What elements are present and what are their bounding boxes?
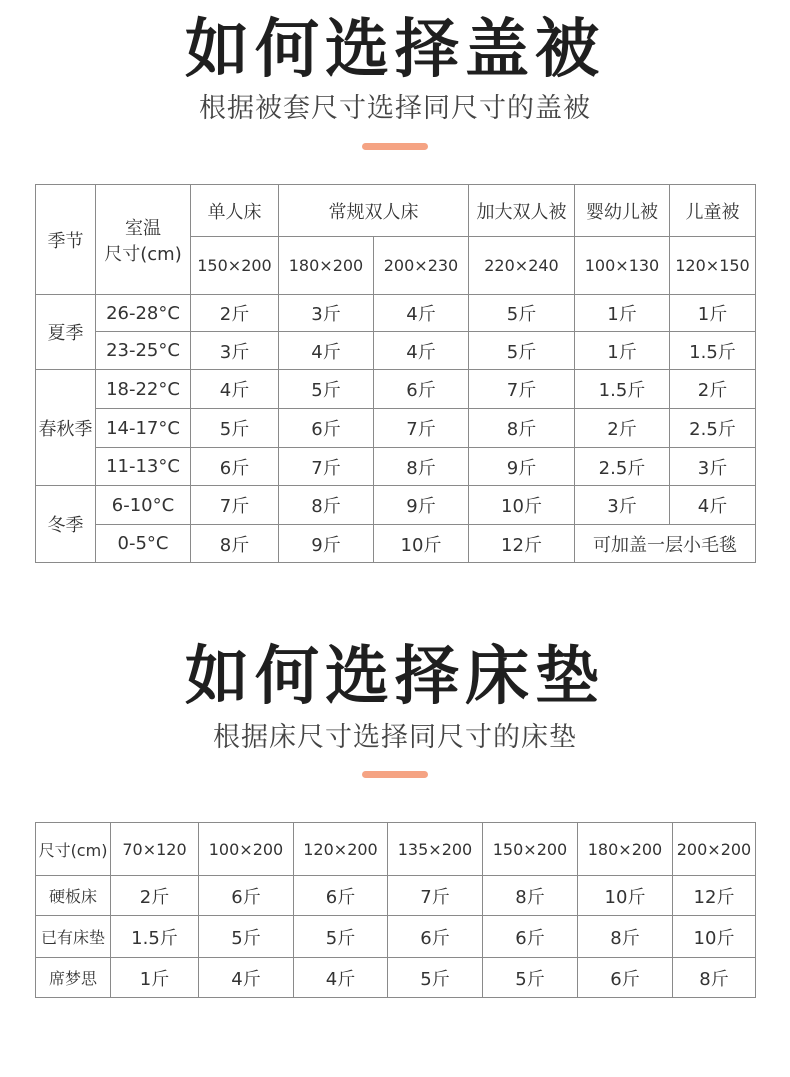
table-row bbox=[36, 958, 756, 998]
weight-cell: 1.5斤 bbox=[111, 916, 199, 958]
weight-cell: 10斤 bbox=[374, 525, 469, 563]
weight-cell: 4斤 bbox=[670, 486, 756, 525]
weight-cell: 8斤 bbox=[279, 486, 374, 525]
weight-cell: 7斤 bbox=[374, 409, 469, 448]
weight-cell: 3斤 bbox=[191, 332, 279, 370]
weight-cell: 7斤 bbox=[191, 486, 279, 525]
size-header: 70×120 bbox=[111, 823, 199, 876]
group-header: 儿童被 bbox=[670, 185, 756, 237]
weight-cell: 3斤 bbox=[670, 448, 756, 486]
quilt-header-row bbox=[36, 185, 756, 237]
weight-cell: 1斤 bbox=[575, 295, 670, 332]
size-header: 150×200 bbox=[483, 823, 578, 876]
mattress-header-row bbox=[36, 823, 756, 876]
weight-cell: 2斤 bbox=[191, 295, 279, 332]
weight-cell: 2斤 bbox=[575, 409, 670, 448]
temp-cell: 6-10°C bbox=[96, 486, 191, 525]
weight-cell: 7斤 bbox=[469, 370, 575, 409]
size-header: 220×240 bbox=[469, 237, 575, 295]
weight-cell: 1斤 bbox=[111, 958, 199, 998]
weight-cell: 3斤 bbox=[279, 295, 374, 332]
weight-cell: 2.5斤 bbox=[670, 409, 756, 448]
blanket-note-cell: 可加盖一层小毛毯 bbox=[575, 525, 756, 563]
weight-cell: 6斤 bbox=[578, 958, 673, 998]
size-header: 100×200 bbox=[199, 823, 294, 876]
weight-cell: 4斤 bbox=[279, 332, 374, 370]
size-header: 135×200 bbox=[388, 823, 483, 876]
weight-cell: 3斤 bbox=[575, 486, 670, 525]
temp-cell: 14-17°C bbox=[96, 409, 191, 448]
temp-cell: 23-25°C bbox=[96, 332, 191, 370]
weight-cell: 8斤 bbox=[578, 916, 673, 958]
size-header: 200×200 bbox=[673, 823, 756, 876]
quilt-section-title: 如何选择盖被 bbox=[185, 12, 605, 87]
weight-cell: 5斤 bbox=[199, 916, 294, 958]
size-cm-header: 尺寸(cm) bbox=[36, 823, 111, 876]
mattress-section-title: 如何选择床垫 bbox=[185, 639, 605, 714]
temp-cell: 11-13°C bbox=[96, 448, 191, 486]
weight-cell: 4斤 bbox=[374, 332, 469, 370]
weight-cell: 2.5斤 bbox=[575, 448, 670, 486]
table-row bbox=[36, 409, 756, 448]
weight-cell: 1.5斤 bbox=[575, 370, 670, 409]
weight-cell: 5斤 bbox=[191, 409, 279, 448]
season-cell-winter: 冬季 bbox=[36, 486, 96, 563]
weight-cell: 8斤 bbox=[483, 876, 578, 916]
weight-cell: 6斤 bbox=[483, 916, 578, 958]
mattress-accent-divider bbox=[362, 771, 428, 778]
size-header: 120×150 bbox=[670, 237, 756, 295]
mattress-weight-table bbox=[35, 822, 756, 998]
weight-cell: 8斤 bbox=[374, 448, 469, 486]
bed-type-cell: 已有床垫 bbox=[36, 916, 111, 958]
temp-cell: 18-22°C bbox=[96, 370, 191, 409]
weight-cell: 8斤 bbox=[469, 409, 575, 448]
weight-cell: 6斤 bbox=[199, 876, 294, 916]
weight-cell: 4斤 bbox=[191, 370, 279, 409]
weight-cell: 12斤 bbox=[469, 525, 575, 563]
weight-cell: 4斤 bbox=[374, 295, 469, 332]
weight-cell: 9斤 bbox=[279, 525, 374, 563]
weight-cell: 7斤 bbox=[279, 448, 374, 486]
table-row bbox=[36, 525, 756, 563]
weight-cell: 12斤 bbox=[673, 876, 756, 916]
table-row bbox=[36, 916, 756, 958]
season-cell-summer: 夏季 bbox=[36, 295, 96, 370]
mattress-section-subtitle: 根据床尺寸选择同尺寸的床垫 bbox=[213, 722, 577, 753]
table-row bbox=[36, 332, 756, 370]
size-header: 150×200 bbox=[191, 237, 279, 295]
weight-cell: 10斤 bbox=[673, 916, 756, 958]
size-header: 180×200 bbox=[578, 823, 673, 876]
weight-cell: 5斤 bbox=[469, 332, 575, 370]
weight-cell: 6斤 bbox=[374, 370, 469, 409]
weight-cell: 6斤 bbox=[294, 876, 388, 916]
weight-cell: 1斤 bbox=[575, 332, 670, 370]
group-header: 常规双人床 bbox=[279, 185, 469, 237]
quilt-accent-divider bbox=[362, 143, 428, 150]
weight-cell: 5斤 bbox=[294, 916, 388, 958]
weight-cell: 1斤 bbox=[670, 295, 756, 332]
table-row bbox=[36, 876, 756, 916]
table-row bbox=[36, 370, 756, 409]
table-row bbox=[36, 486, 756, 525]
quilt-section-subtitle: 根据被套尺寸选择同尺寸的盖被 bbox=[199, 93, 591, 124]
temp-cell: 26-28°C bbox=[96, 295, 191, 332]
weight-cell: 9斤 bbox=[374, 486, 469, 525]
weight-cell: 4斤 bbox=[199, 958, 294, 998]
weight-cell: 5斤 bbox=[469, 295, 575, 332]
weight-cell: 4斤 bbox=[294, 958, 388, 998]
weight-cell: 6斤 bbox=[191, 448, 279, 486]
size-header: 100×130 bbox=[575, 237, 670, 295]
weight-cell: 10斤 bbox=[469, 486, 575, 525]
weight-cell: 9斤 bbox=[469, 448, 575, 486]
season-cell-spring-autumn: 春秋季 bbox=[36, 370, 96, 486]
weight-cell: 8斤 bbox=[673, 958, 756, 998]
group-header: 单人床 bbox=[191, 185, 279, 237]
weight-cell: 8斤 bbox=[191, 525, 279, 563]
weight-cell: 5斤 bbox=[279, 370, 374, 409]
size-header: 180×200 bbox=[279, 237, 374, 295]
group-header: 婴幼儿被 bbox=[575, 185, 670, 237]
season-header: 季节 bbox=[36, 185, 96, 295]
weight-cell: 2斤 bbox=[111, 876, 199, 916]
weight-cell: 5斤 bbox=[388, 958, 483, 998]
group-header: 加大双人被 bbox=[469, 185, 575, 237]
size-cm-header-label: 尺寸(cm) bbox=[104, 243, 182, 265]
temp-size-header bbox=[96, 185, 191, 295]
table-row bbox=[36, 295, 756, 332]
bed-type-cell: 席梦思 bbox=[36, 958, 111, 998]
weight-cell: 10斤 bbox=[578, 876, 673, 916]
weight-cell: 7斤 bbox=[388, 876, 483, 916]
temp-cell: 0-5°C bbox=[96, 525, 191, 563]
weight-cell: 6斤 bbox=[279, 409, 374, 448]
weight-cell: 2斤 bbox=[670, 370, 756, 409]
bed-type-cell: 硬板床 bbox=[36, 876, 111, 916]
weight-cell: 6斤 bbox=[388, 916, 483, 958]
size-header: 200×230 bbox=[374, 237, 469, 295]
table-row bbox=[36, 448, 756, 486]
weight-cell: 1.5斤 bbox=[670, 332, 756, 370]
temp-header-label: 室温 bbox=[125, 217, 161, 239]
quilt-weight-table bbox=[35, 184, 756, 563]
size-header: 120×200 bbox=[294, 823, 388, 876]
weight-cell: 5斤 bbox=[483, 958, 578, 998]
